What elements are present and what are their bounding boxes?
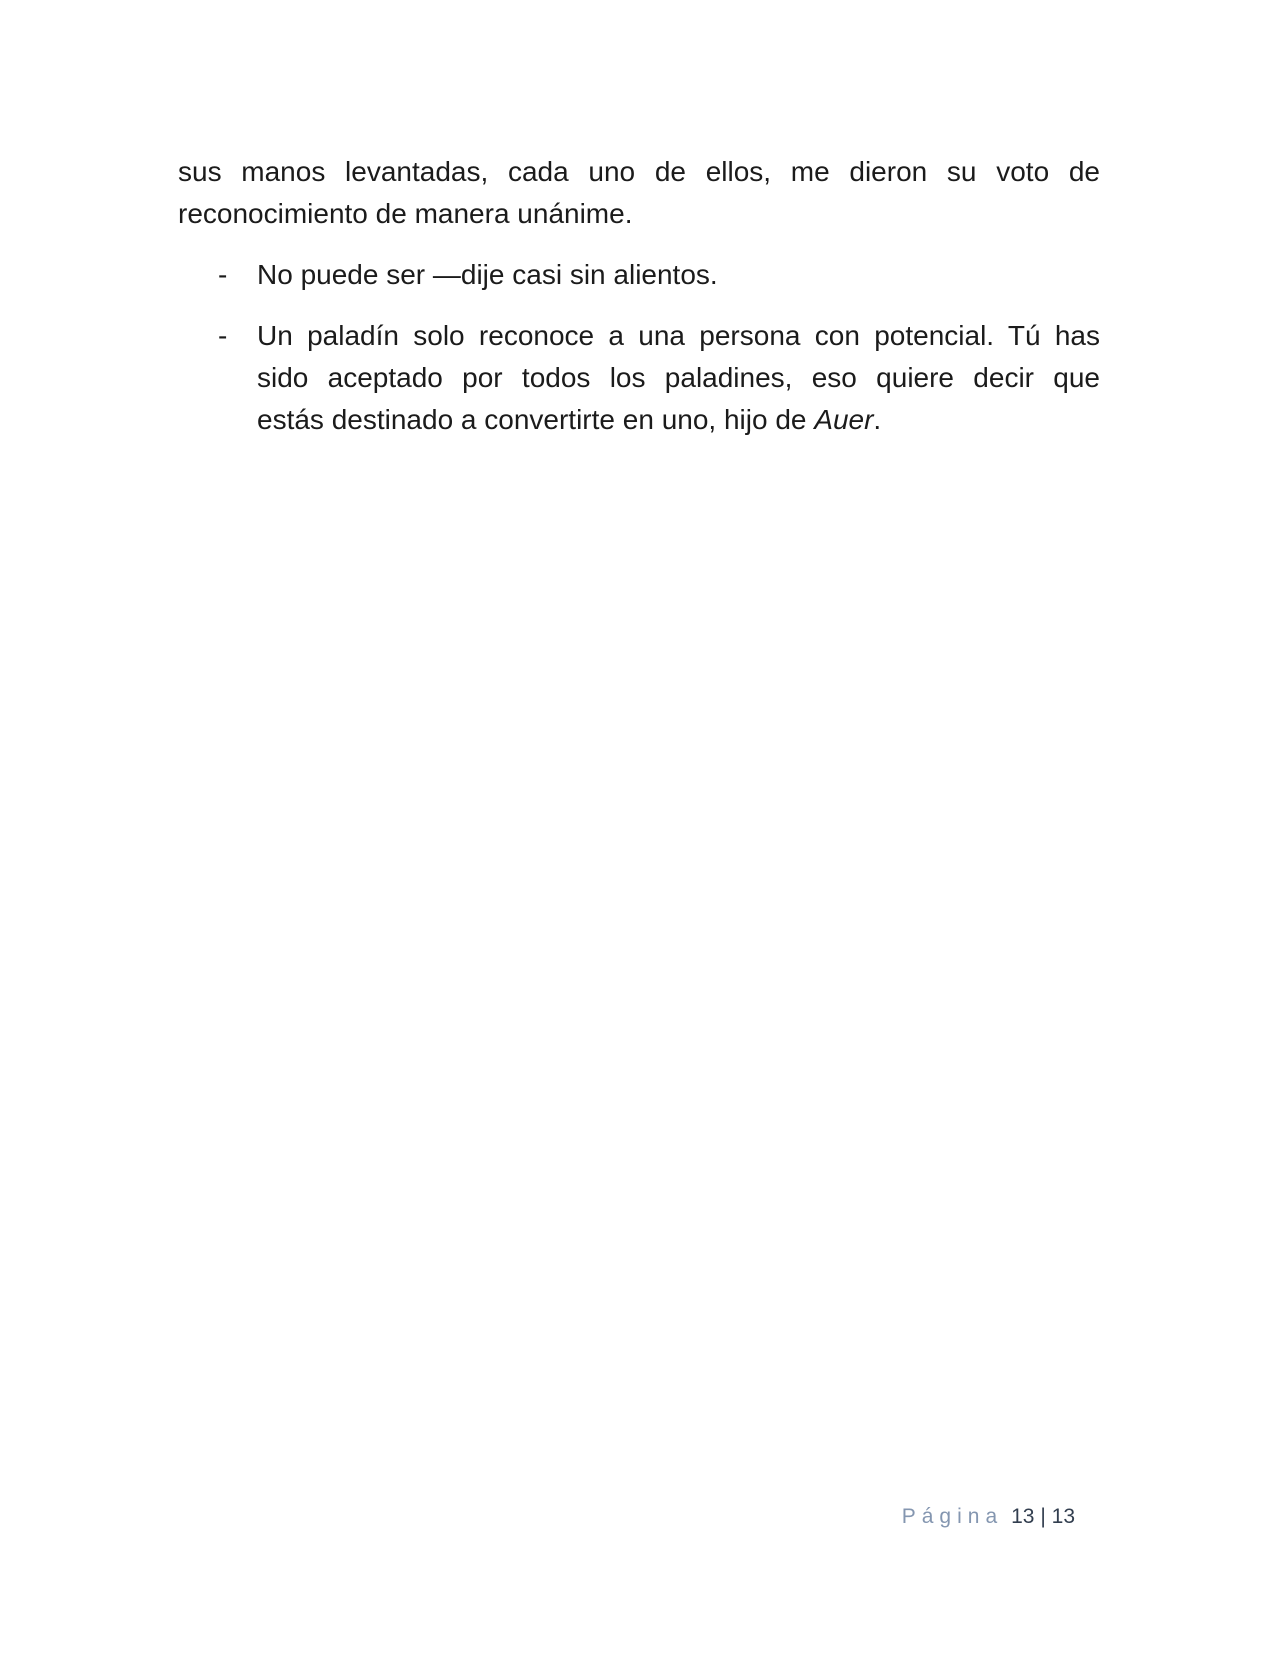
paragraph-line: Un paladín solo reconoce a una persona con potencial. Tú has [257,320,1100,351]
bullet-marker: - [218,320,228,351]
footer-page-number: 13 [1011,1505,1035,1528]
list-item [178,254,1100,296]
page-footer [902,1502,1075,1532]
paragraph [178,151,1100,235]
bullet-marker: - [218,259,228,290]
paragraph-line-text: . [873,404,882,435]
paragraph-line-text: estás destinado a convertirte en uno, hijo de [257,404,815,435]
paragraph-line: No puede ser —dije casi sin alientos. [257,259,718,290]
paragraph-line [257,399,1100,441]
footer-separator: | [1040,1505,1046,1528]
list-item-text [257,315,1100,441]
list-item [178,315,1100,441]
paragraph-line: reconocimiento de manera unánime. [178,198,633,229]
footer-page-label: Página [901,1505,1004,1528]
text-block [178,151,1100,460]
paragraph-line: sido aceptado por todos los paladines, eso quiere decir que [257,362,1100,393]
italic-name-text: Auer [814,404,874,435]
paragraph-line: sus manos levantadas, cada uno de ellos, me dieron su voto de [178,156,1100,187]
list-item-text [257,254,1100,296]
footer-page-total: 13 [1051,1505,1075,1528]
